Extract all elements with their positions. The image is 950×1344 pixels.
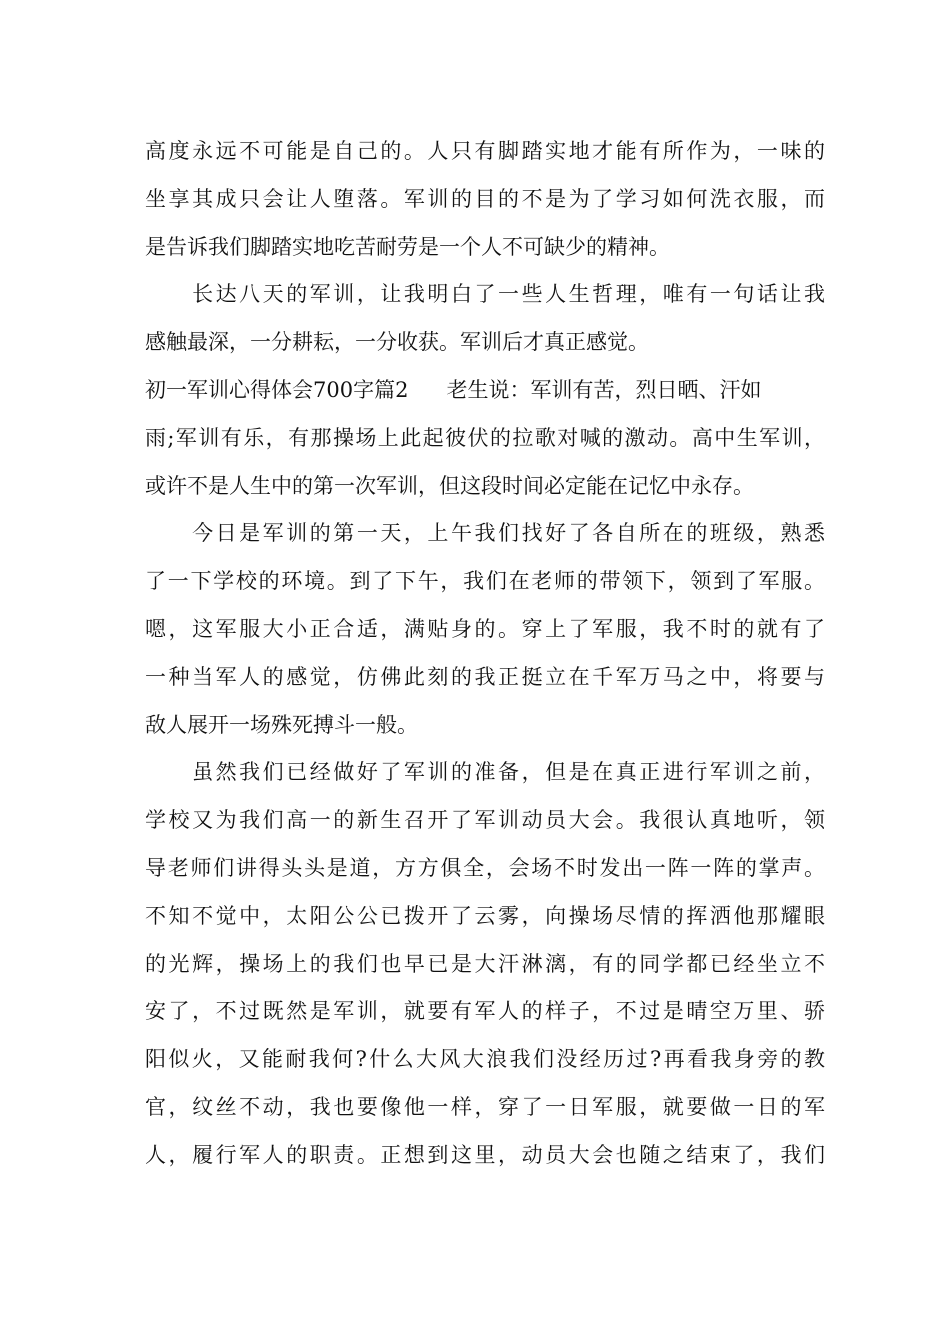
text-line: 不知不觉中，太阳公公已拨开了云雾，向操场尽情的挥洒他那耀眼 (145, 903, 825, 928)
text-line: 学校又为我们高一的新生召开了军训动员大会。我很认真地听，领 (145, 808, 825, 833)
text-line: 嗯，这军服大小正合适，满贴身的。穿上了军服，我不时的就有了 (145, 616, 825, 641)
text-line: 官，纹丝不动，我也要像他一样，穿了一日军服，就要做一日的军 (145, 1094, 825, 1119)
text-line: 了一下学校的环境。到了下午，我们在老师的带领下，领到了军服。 (145, 569, 825, 594)
text-line: 感触最深，一分耕耘，一分收获。军训后才真正感觉。 (145, 330, 649, 355)
text-line: 坐享其成只会让人堕落。军训的目的不是为了学习如何洗衣服，而 (145, 186, 825, 211)
heading-line (145, 367, 825, 415)
text-line: 虽然我们已经做好了军训的准备，但是在真正进行军训之前， (145, 760, 825, 785)
text-line: 雨;军训有乐，有那操场上此起彼伏的拉歌对喊的激动。高中生军训， (145, 425, 825, 450)
text-line: 人，履行军人的职责。正想到这里，动员大会也随之结束了，我们 (145, 1142, 825, 1167)
text-line: 阳似火，又能耐我何?什么大风大浪我们没经历过?再看我身旁的教 (145, 1047, 825, 1072)
text-line: 导老师们讲得头头是道，方方俱全，会场不时发出一阵一阵的掌声。 (145, 855, 825, 880)
text-line: 今日是军训的第一天，上午我们找好了各自所在的班级，熟悉 (145, 521, 825, 546)
text-line: 安了，不过既然是军训，就要有军人的样子，不过是晴空万里、骄 (145, 999, 825, 1024)
text-line: 是告诉我们脚踏实地吃苦耐劳是一个人不可缺少的精神。 (145, 234, 670, 259)
text-line: 敌人展开一场殊死搏斗一般。 (145, 712, 418, 737)
text-line: 老生说：军训有苦，烈日晒、汗如 (446, 377, 762, 402)
text-line: 一种当军人的感觉，仿佛此刻的我正挺立在千军万马之中，将要与 (145, 664, 825, 689)
text-line: 或许不是人生中的第一次军训，但这段时间必定能在记忆中永存。 (145, 473, 754, 498)
text-line: 的光辉，操场上的我们也早已是大汗淋漓，有的同学都已经坐立不 (145, 951, 825, 976)
text-line: 高度永远不可能是自己的。人只有脚踏实地才能有所作为，一味的 (145, 139, 825, 163)
section-heading: 初一军训心得体会700字篇2 (145, 377, 409, 402)
text-line: 长达八天的军训，让我明白了一些人生哲理，唯有一句话让我 (145, 282, 825, 307)
body-text (145, 128, 825, 1180)
